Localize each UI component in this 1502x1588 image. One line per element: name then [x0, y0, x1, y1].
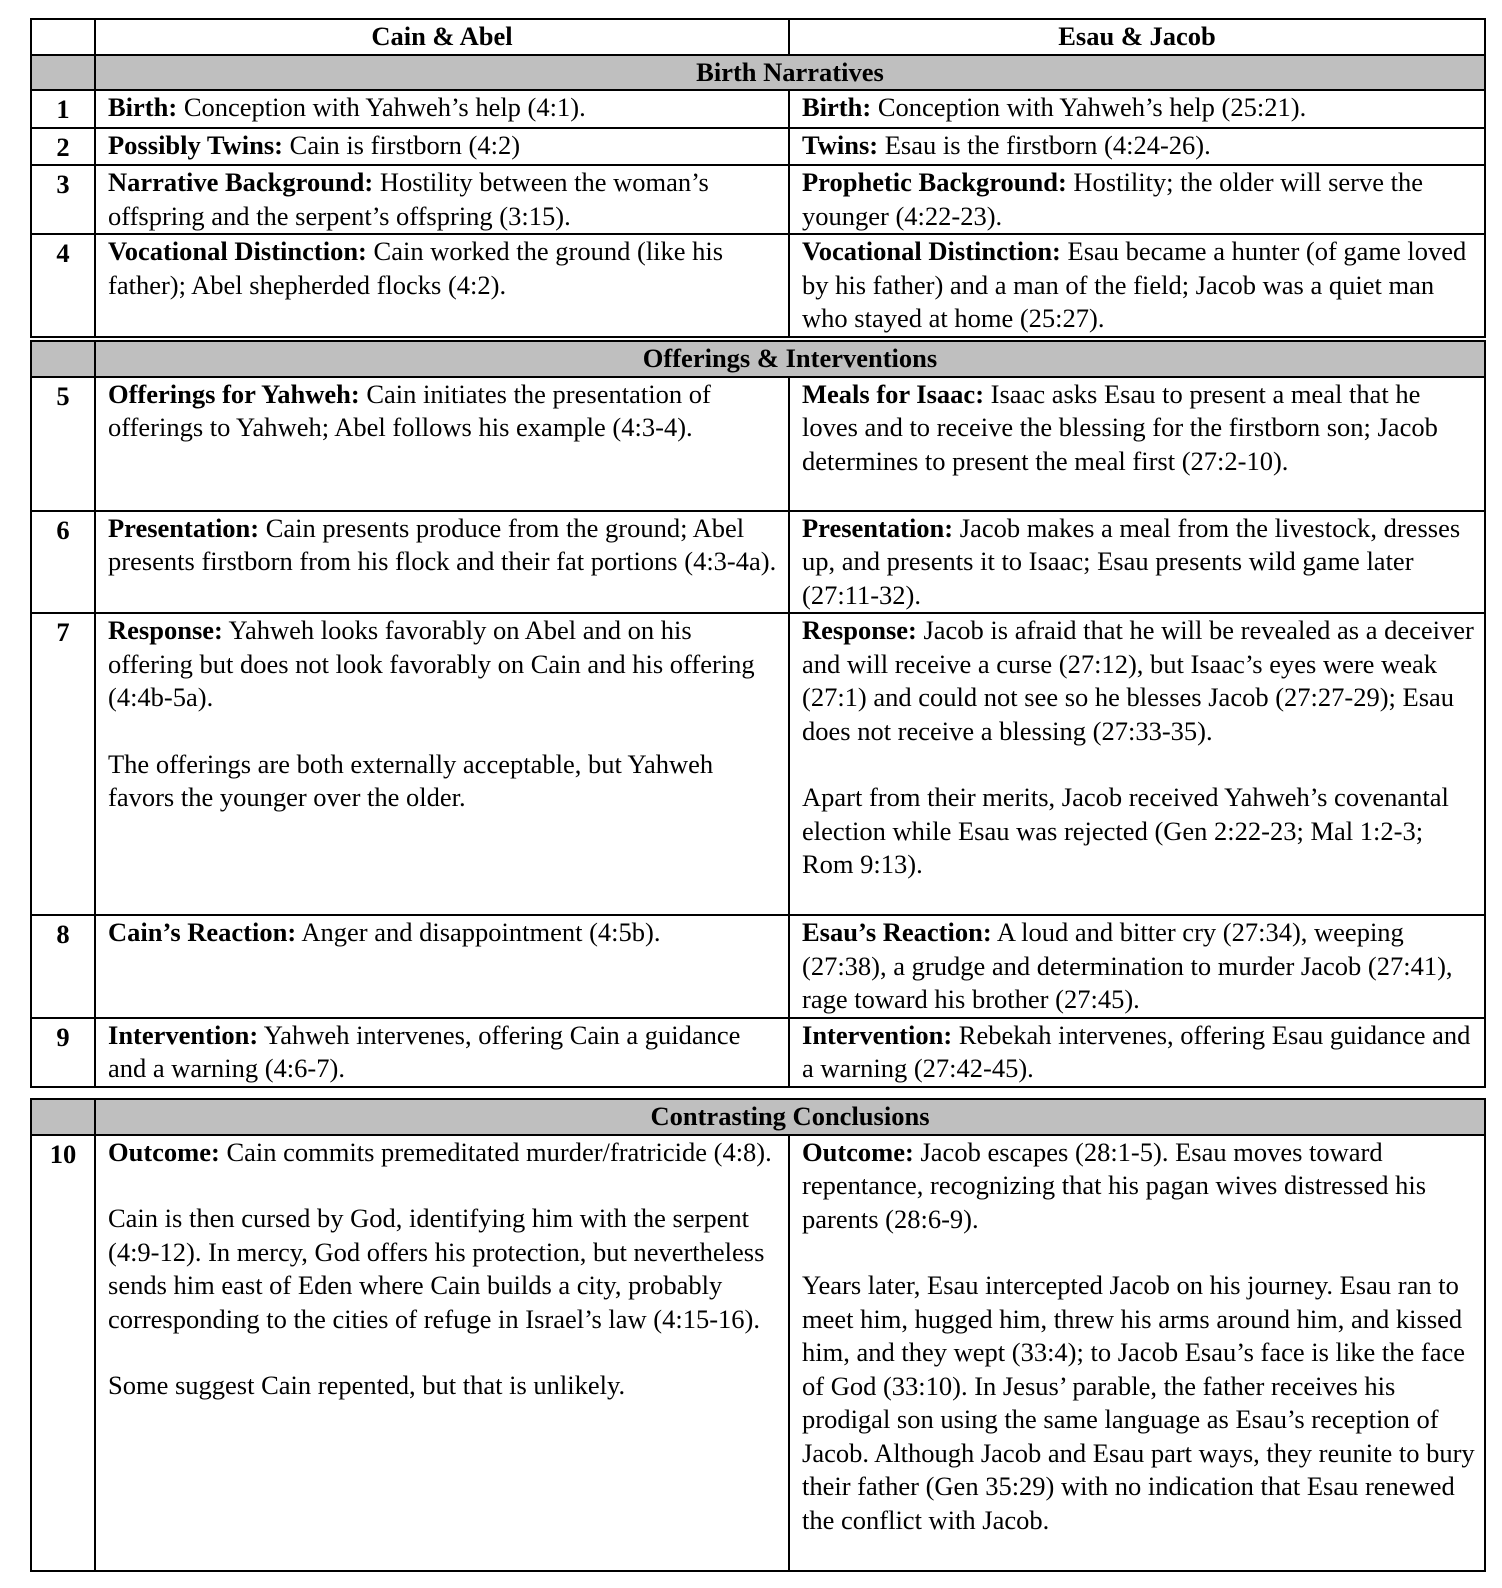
cell-text: Cain initiates the presentation of offerings to Yahweh; Abel follows his example (4:3-4). [108, 378, 711, 442]
cell-paragraph [108, 235, 780, 302]
cell-paragraph [802, 1269, 1476, 1537]
cell-right [789, 165, 1485, 234]
cell-text: Hostility between the woman’s offspring and the serpent’s offspring (3:15). [108, 167, 709, 231]
header-right: Esau & Jacob [789, 19, 1485, 55]
row-number: 6 [31, 511, 95, 614]
cell-text: Conception with Yahweh’s help (25:21). [871, 92, 1307, 122]
cell-text: Cain commits premeditated murder/fratricide (4:8). [219, 1136, 772, 1167]
section-blank-cell [31, 1099, 95, 1135]
cell-text: Yahweh intervenes, offering Cain a guidance and a warning (4:6-7). [108, 1019, 741, 1083]
table-row [31, 613, 1485, 915]
section-header-row [31, 55, 1485, 91]
cell-text: Cain presents produce from the ground; Abel presents firstborn from his flock and their fat portions (4:3-4a). [108, 512, 777, 576]
cell-label: Outcome: [802, 1136, 914, 1167]
cell-label: Narrative Background: [108, 167, 374, 197]
cell-left [95, 234, 789, 337]
cell-label: Possibly Twins: [108, 129, 284, 160]
cell-text: A loud and bitter cry (27:34), weeping (27:38), a grudge and determination to murder Jacob (27:41), rage toward his brother (27:45). [802, 917, 1453, 1014]
cell-left [95, 511, 789, 614]
cell-right [789, 511, 1485, 614]
table-row [31, 128, 1485, 166]
row-number: 4 [31, 234, 95, 337]
cell-label: Twins: [802, 129, 879, 160]
comparison-table-conclusions [30, 1098, 1486, 1572]
cell-right [789, 377, 1485, 511]
table-row [31, 90, 1485, 128]
cell-paragraph [108, 512, 780, 579]
cell-text: Conception with Yahweh’s help (4:1). [177, 92, 586, 122]
comparison-table-birth [30, 18, 1486, 338]
cell-paragraph [108, 129, 780, 163]
table-row [31, 234, 1485, 337]
comparison-table-offerings [30, 340, 1486, 1088]
cell-right [789, 613, 1485, 915]
cell-label: Offerings for Yahweh: [108, 378, 360, 409]
cell-text: Cain is firstborn (4:2) [283, 129, 521, 160]
section-title: Contrasting Conclusions [95, 1099, 1485, 1135]
cell-paragraph [802, 614, 1476, 748]
cell-paragraph [802, 91, 1476, 125]
header-left: Cain & Abel [95, 19, 789, 55]
row-number: 7 [31, 613, 95, 915]
cell-paragraph [802, 378, 1476, 479]
cell-text: Some suggest Cain repented, but that is unlikely. [108, 1370, 626, 1400]
cell-paragraph [108, 1202, 780, 1336]
row-number: 1 [31, 90, 95, 128]
cell-right [789, 1135, 1485, 1571]
cell-label: Response: [802, 615, 917, 645]
section-header-row [31, 1099, 1485, 1135]
cell-text: Jacob makes a meal from the livestock, dresses up, and presents it to Isaac; Esau presents wild game later (27:11-32). [802, 512, 1461, 610]
header-blank-cell [31, 19, 95, 55]
cell-right [789, 1018, 1485, 1087]
row-number: 10 [31, 1135, 95, 1571]
row-number: 3 [31, 165, 95, 234]
cell-text: The offerings are both externally acceptable, but Yahweh favors the younger over the older. [108, 748, 714, 812]
cell-left [95, 1018, 789, 1087]
table-row [31, 1135, 1485, 1571]
cell-right [789, 234, 1485, 337]
cell-left [95, 1135, 789, 1571]
cell-label: Response: [108, 615, 223, 645]
cell-text: Years later, Esau intercepted Jacob on his journey. Esau ran to meet him, hugged him, threw his arms around him, and kissed him, and they wept (33:4); to Jacob Esau’s face is like the face of God (33:10). In Jesus’ parable, the father receives his prodigal son using the same language as Esau’s reception of Jacob. Although Jacob and Esau part ways, they reunite to bury their father (Gen 35:29) with no indication that Esau renewed the conflict with Jacob. [802, 1270, 1475, 1535]
cell-paragraph [108, 614, 780, 715]
cell-paragraph [802, 512, 1476, 613]
cell-left [95, 165, 789, 234]
cell-text: Cain is then cursed by God, identifying him with the serpent (4:9-12). In mercy, God offers his protection, but nevertheless sends him east of Eden where Cain builds a city, probably corresponding to the cities of refuge in Israel’s law (4:15-16). [108, 1203, 765, 1334]
cell-paragraph [108, 166, 780, 233]
cell-label: Outcome: [108, 1136, 220, 1167]
cell-paragraph [802, 1136, 1476, 1237]
cell-label: Meals for Isaac: [802, 378, 985, 409]
cell-left [95, 377, 789, 511]
row-number: 9 [31, 1018, 95, 1087]
section-header-row [31, 341, 1485, 377]
cell-paragraph [802, 1019, 1476, 1086]
section-title: Offerings & Interventions [95, 341, 1485, 377]
cell-paragraph [802, 781, 1476, 882]
table-row [31, 915, 1485, 1018]
row-number: 8 [31, 915, 95, 1018]
table-row [31, 1018, 1485, 1087]
cell-right [789, 915, 1485, 1018]
table-row [31, 377, 1485, 511]
cell-right [789, 90, 1485, 128]
cell-paragraph [802, 166, 1476, 233]
table-row [31, 165, 1485, 234]
cell-paragraph [802, 235, 1476, 336]
cell-label: Intervention: [108, 1019, 259, 1050]
cell-paragraph [108, 1019, 780, 1086]
cell-paragraph [802, 129, 1476, 163]
cell-left [95, 613, 789, 915]
row-number: 5 [31, 377, 95, 511]
section-title: Birth Narratives [95, 55, 1485, 91]
cell-text: Yahweh looks favorably on Abel and on his offering but does not look favorably on Cain and his offering (4:4b-5a). [108, 615, 755, 712]
cell-paragraph [108, 1369, 780, 1403]
cell-text: Jacob is afraid that he will be revealed as a deceiver and will receive a curse (27:12), but Isaac’s eyes were weak (27:1) and could not see so he blesses Jacob (27:27-29); Esau does not receive a blessing (27:33-35). [802, 615, 1474, 746]
cell-paragraph [802, 916, 1476, 1017]
row-number: 2 [31, 128, 95, 166]
cell-paragraph [108, 916, 780, 950]
cell-right [789, 128, 1485, 166]
cell-label: Cain’s Reaction: [108, 917, 297, 947]
cell-paragraph [108, 748, 780, 815]
cell-text: Esau is the firstborn (4:24-26). [878, 129, 1211, 160]
section-blank-cell [31, 341, 95, 377]
cell-left [95, 915, 789, 1018]
cell-label: Presentation: [108, 512, 260, 543]
cell-text: Rebekah intervenes, offering Esau guidance and a warning (27:42-45). [802, 1019, 1471, 1083]
cell-label: Vocational Distinction: [108, 236, 367, 266]
cell-label: Prophetic Background: [802, 167, 1067, 197]
cell-text: Jacob escapes (28:1-5). Esau moves toward repentance, recognizing that his pagan wives distressed his parents (28:6-9). [802, 1136, 1427, 1234]
cell-label: Birth: [802, 92, 872, 122]
cell-label: Presentation: [802, 512, 954, 543]
section-blank-cell [31, 55, 95, 91]
cell-left [95, 90, 789, 128]
cell-label: Intervention: [802, 1019, 953, 1050]
cell-text: Anger and disappointment (4:5b). [296, 917, 661, 947]
cell-label: Esau’s Reaction: [802, 917, 992, 947]
cell-label: Vocational Distinction: [802, 236, 1061, 266]
cell-label: Birth: [108, 92, 178, 122]
table-row [31, 511, 1485, 614]
cell-left [95, 128, 789, 166]
cell-paragraph [108, 1136, 780, 1170]
cell-paragraph [108, 378, 780, 445]
cell-paragraph [108, 91, 780, 125]
cell-text: Apart from their merits, Jacob received Yahweh’s covenantal election while Esau was rejected (Gen 2:22-23; Mal 1:2-3; Rom 9:13). [802, 782, 1449, 879]
cell-text: Isaac asks Esau to present a meal that he loves and to receive the blessing for the firstborn son; Jacob determines to present the meal first (27:2-10). [802, 378, 1438, 476]
table-header-row [31, 19, 1485, 55]
cell-text: Esau became a hunter (of game loved by his father) and a man of the field; Jacob was a quiet man who stayed at home (25:27). [802, 236, 1467, 333]
cell-text: Hostility; the older will serve the younger (4:22-23). [802, 167, 1423, 231]
cell-text: Cain worked the ground (like his father); Abel shepherded flocks (4:2). [108, 236, 724, 300]
